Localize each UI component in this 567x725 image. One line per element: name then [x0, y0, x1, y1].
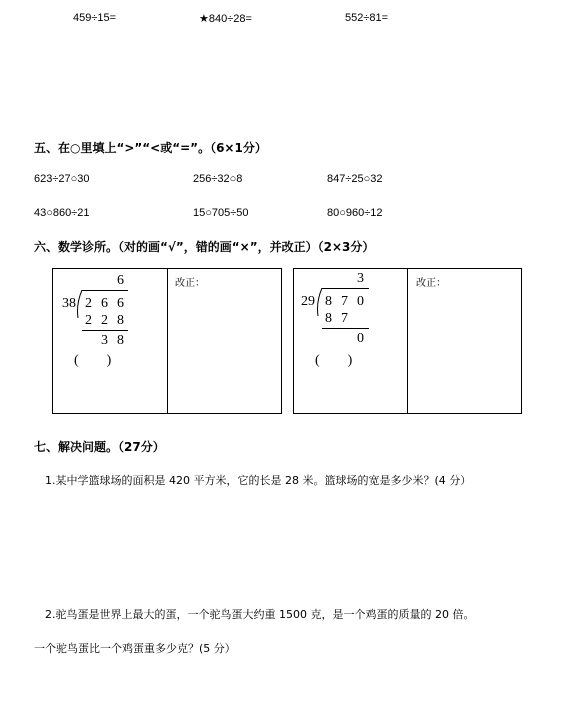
product-1-digit-2: 2: [101, 313, 108, 328]
correction-label-1: 改正：: [175, 278, 205, 289]
division-bar-2: [322, 288, 369, 289]
remainder-2-digit-1: 0: [357, 331, 364, 346]
compare-item-1: 623÷27○30: [34, 173, 90, 185]
division-bracket-1: [75, 290, 85, 318]
division-bar-1: [82, 290, 128, 291]
dividend-1-digit-2: 6: [101, 296, 108, 311]
compare-item-5: 15○705÷50: [193, 207, 249, 219]
quotient-1: 6: [117, 273, 124, 288]
section-7-heading: 七、解决问题。（27分）: [34, 440, 165, 454]
division-bracket-2: [315, 288, 325, 316]
compare-item-3: 847÷25○32: [327, 173, 383, 185]
word-problem-2-line-2: 一个驼鸟蛋比一个鸡蛋重多少克？(5 分）: [34, 642, 236, 655]
equation-3: 552÷81=: [345, 12, 389, 24]
compare-item-2: 256÷32○8: [193, 173, 243, 185]
word-problem-1: 1.某中学篮球场的面积是 420 平方米，它的长是 28 米。篮球场的宽是多少米？(4 分）: [45, 474, 472, 487]
dividend-2-digit-2: 7: [341, 294, 348, 309]
subtraction-line-2: [322, 328, 369, 329]
diagnosis-2-correction-box[interactable]: [407, 268, 522, 414]
product-2-digit-1: 8: [325, 311, 332, 326]
dividend-1-digit-3: 6: [117, 296, 124, 311]
product-1-digit-3: 8: [117, 313, 124, 328]
dividend-1-digit-1: 2: [85, 296, 92, 311]
quotient-2: 3: [357, 271, 364, 286]
dividend-2-digit-1: 8: [325, 294, 332, 309]
diagnosis-2-work-box: [293, 268, 408, 414]
judge-answer-blank-2[interactable]: ( ): [315, 353, 353, 368]
correction-label-2: 改正：: [416, 278, 446, 289]
compare-item-4: 43○860÷21: [34, 207, 90, 219]
product-1-digit-1: 2: [85, 313, 92, 328]
equation-2-starred: ★840÷28=: [199, 13, 252, 25]
dividend-2-digit-3: 0: [357, 294, 364, 309]
section-5-heading: 五、在○里填上“>”“<或“=”。（6×1分）: [34, 141, 267, 155]
divisor-2: 29: [301, 294, 315, 309]
compare-item-6: 80○960÷12: [327, 207, 383, 219]
divisor-1: 38: [62, 296, 76, 311]
subtraction-line-1: [82, 330, 128, 331]
word-problem-2-line-1: 2.驼鸟蛋是世界上最大的蛋，一个驼鸟蛋大约重 1500 克，是一个鸡蛋的质量的 20 倍。: [45, 608, 475, 621]
judge-answer-blank-1[interactable]: ( ): [74, 353, 112, 368]
diagnosis-1-correction-box[interactable]: [167, 268, 282, 414]
equation-1: 459÷15=: [73, 12, 117, 24]
remainder-1-digit-1: 3: [101, 333, 108, 348]
product-2-digit-2: 7: [341, 311, 348, 326]
remainder-1-digit-2: 8: [117, 333, 124, 348]
section-6-heading: 六、数学诊所。（对的画“√”，错的画“×”，并改正）（2×3分）: [34, 240, 375, 254]
